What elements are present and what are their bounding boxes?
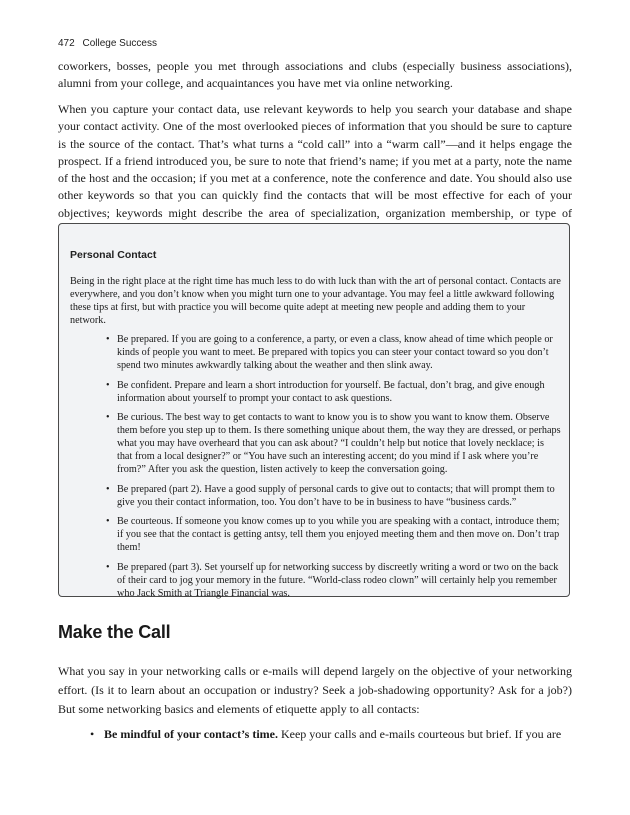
- bullet-icon: •: [106, 412, 110, 423]
- bullet-icon: •: [106, 561, 110, 573]
- list-item: [106, 333, 561, 372]
- etiquette-list: [90, 726, 572, 743]
- list-item-text: Be prepared (part 2). Have a good supply of personal cards to give out to contacts; that will prompt them to give you their contact information, too. You don’t have to be in business to have “business cards.”: [117, 483, 555, 508]
- list-item-text: Be prepared (part 3). Set yourself up for networking success by discreetly writing a word or two on the back of their card to jog your memory in the future. “World-class rodeo clown” will certainly help you remember who Jack Smith at Triangle Financial was.: [117, 561, 559, 599]
- book-title: College Success: [82, 38, 157, 49]
- list-item-text: Be courteous. If someone you know comes up to you while you are speaking with a contact, introduce them; if you see that the contact is getting antsy, tell them you enjoyed meeting them and then move on. Don’t trap them!: [117, 516, 560, 553]
- bullet-icon: •: [106, 516, 110, 527]
- list-item: [106, 411, 561, 476]
- body-paragraph: What you say in your networking calls or e-mails will depend largely on the objective of your networking effort. (Is it to learn about an occupation or industry? Seek a job-shadowing opportunity? Ask for a job?) But some networking basics and elements of etiquette apply to all contacts:: [58, 664, 572, 717]
- running-header: [58, 38, 157, 49]
- personal-contact-feature-box: [58, 223, 570, 597]
- list-item: [106, 561, 561, 600]
- list-item-text: Be curious. The best way to get contacts to want to know you is to show you want to know them. Observe them before you step up to them. Is there something unique about them, the way they are dressed, or perhaps what you may have overheard that you can ask about? “I couldn’t help but notice that lovely necklace; is that from a local designer?” or “You have such an interesting accent; do you mind if I ask where you’re from?” After you ask the question, listen actively to keep the conversation going.: [117, 412, 561, 475]
- list-item-text: Be confident. Prepare and learn a short introduction for yourself. Be factual, don’t brag, and give enough information about yourself to prompt your contact to ask questions.: [117, 379, 545, 404]
- body-paragraph: When you capture your contact data, use relevant keywords to help you search your database and shape your contact activity. One of the most overlooked pieces of information that you should be sure to capture is the source of the contact. That’s what turns a “cold call” into a “warm call”—and it helps engage the prospect. If a friend introduced you, be sure to note that friend’s name; if you met at a party, note the name of the host and the occasion; if you met at a conference, note the conference and date. You should also use other keywords so that you can quickly find the contacts that will be most effective for each of your objectives; keywords might describe the area of specialization, organization membership, or type of: [58, 102, 572, 220]
- list-item-text: Be prepared. If you are going to a conference, a party, or even a class, know ahead of time which people or kinds of people you want to meet. Be prepared with topics you can steer your contact toward so you don’t spend two minutes awkwardly talking about the weather and then slink away.: [117, 334, 553, 371]
- list-item-bold-lead: Be mindful of your contact’s time.: [104, 727, 278, 741]
- bullet-icon: •: [90, 727, 95, 741]
- bullet-icon: •: [106, 379, 110, 391]
- page-number: 472: [58, 38, 75, 49]
- feature-box-list: [106, 333, 561, 606]
- section-heading: Make the Call: [58, 622, 171, 642]
- list-item: [90, 726, 572, 743]
- body-paragraph: coworkers, bosses, people you met through associations and clubs (especially business associations), alumni from your college, and acquaintances you have met via online networking.: [58, 59, 572, 91]
- list-item: [106, 515, 561, 554]
- bullet-icon: •: [106, 334, 110, 345]
- bullet-icon: •: [106, 483, 110, 495]
- feature-box-intro: Being in the right place at the right time has much less to do with luck than with the art of personal contact. Contacts are everywhere, and you don’t know when you might turn one to your advantage. You may feel a little awkward following these tips at first, but with practice you will become quite adept at meeting new people and adding them to your network.: [70, 276, 561, 326]
- feature-box-title: Personal Contact: [70, 249, 157, 261]
- list-item: [106, 379, 561, 405]
- list-item: [106, 483, 561, 509]
- list-item-text: Keep your calls and e-mails courteous but brief. If you are: [277, 727, 562, 741]
